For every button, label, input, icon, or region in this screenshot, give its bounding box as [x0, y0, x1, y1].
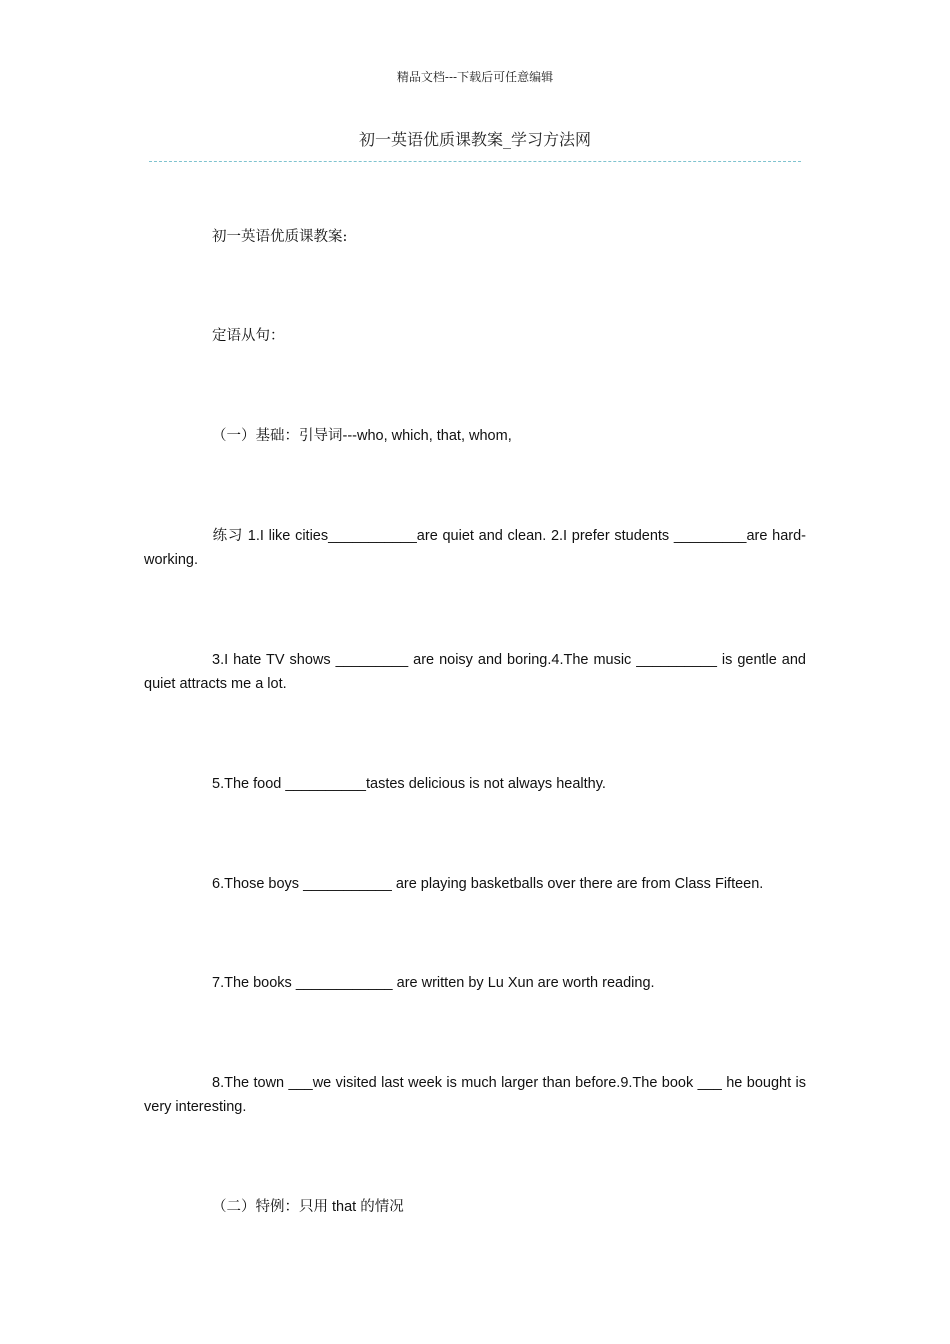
paragraph-exercise-7: 7.The books ____________ are written by Lu Xun are worth reading. — [212, 975, 655, 991]
paragraph-special-cases: （二）特例：只用 that 的情况 — [212, 1199, 404, 1215]
header-note: 精品文档---下载后可任意编辑 — [396, 70, 554, 84]
paragraph-exercise-1-2: 练习 1.I like cities___________are quiet and clean. 2.I prefer students _________are hard- working. — [144, 528, 806, 568]
paragraph-basics: （一）基础：引导词---who, which, that, whom, — [212, 428, 512, 444]
paragraph-exercise-6: 6.Those boys ___________ are playing basketballs over there are from Class Fifteen. — [212, 876, 764, 892]
paragraph-intro: 初一英语优质课教案: — [212, 229, 348, 245]
paragraph-exercise-5: 5.The food __________tastes delicious is not always healthy. — [212, 776, 606, 792]
paragraph-exercise-3-4: 3.I hate TV shows _________ are noisy and boring.4.The music __________ is gentle and quiet attracts me a lot. — [144, 652, 806, 692]
paragraph-section-heading: 定语从句： — [212, 328, 285, 344]
header-divider — [149, 161, 801, 162]
paragraph-exercise-8-9: 8.The town ___we visited last week is much larger than before.9.The book ___ he bought is very interesting. — [144, 1075, 806, 1115]
document-title: 初一英语优质课教案_学习方法网 — [358, 130, 591, 149]
